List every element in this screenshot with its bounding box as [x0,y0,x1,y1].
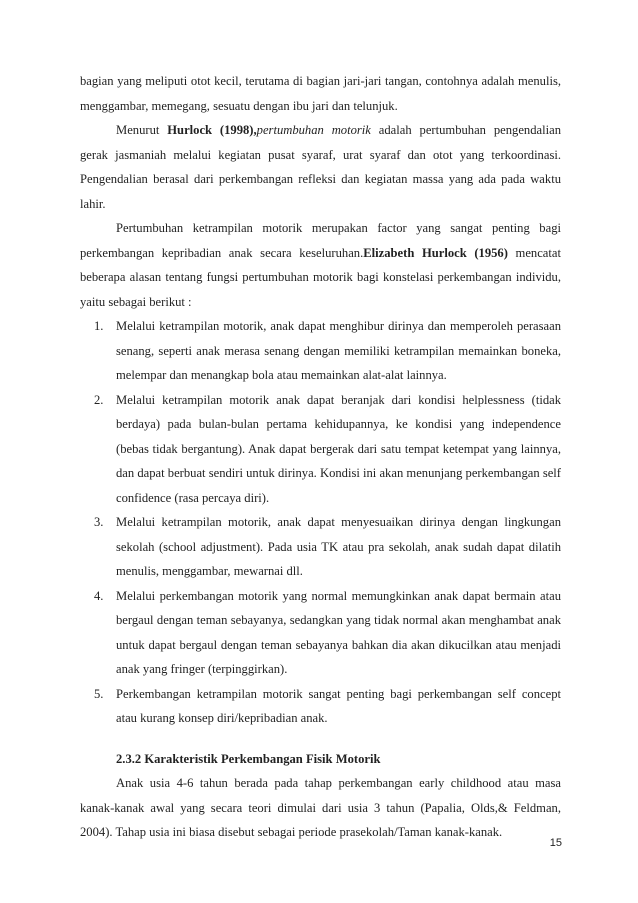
list-item-text: Melalui ketrampilan motorik, anak dapat menghibur dirinya dan memperoleh perasaan senang, seperti anak merasa senang dengan memiliki ketrampilan memainkan boneka, melempar dan menangkap bola atau memainkan alat-alat lainnya. [116,319,561,382]
body-text [80,69,561,845]
list-item-number: 3. [94,515,104,529]
paragraph-4: Anak usia 4-6 tahun berada pada tahap perkembangan early childhood atau masa kanak-kanak awal yang secara teori dimulai dari usia 3 tahun (Papalia, Olds,& Feldman, 2004). Tahap usia ini biasa disebut sebagai periode prasekolah/Taman kanak-kanak. [80,776,561,839]
list-item [94,584,561,682]
list-item-number: 5. [94,686,104,701]
list-item-text: Melalui perkembangan motorik yang normal memungkinkan anak dapat bermain atau bergaul dengan teman sebayanya, sedangkan yang tidak normal akan menghambat anak untuk dapat bergaul dengan teman sebayanya bahkan dia akan dikucilkan atau menjadi anak yang fringer (terpinggirkan). [116,588,561,676]
list-item [94,510,561,584]
list-item [94,388,561,511]
list-item-number: 1. [94,319,104,333]
list-item-number: 4. [94,588,104,603]
section-heading: 2.3.2 Karakteristik Perkembangan Fisik Motorik [116,751,381,766]
paragraph-1: bagian yang meliputi otot kecil, terutama di bagian jari-jari tangan, contohnya adalah menulis, menggambar, memegang, sesuatu dengan ibu jari dan telunjuk. [80,74,561,113]
list-item-text: Melalui ketrampilan motorik, anak dapat menyesuaikan dirinya dengan lingkungan sekolah (school adjustment). Pada usia TK atau pra sekolah, anak sudah dapat dilatih menulis, menggambar, mewarnai dll. [116,515,561,578]
page-number: 15 [549,837,562,849]
list-item-text: Perkembangan ketrampilan motorik sangat penting bagi perkembangan self concept atau kurang konsep diri/kepribadian anak. [116,686,561,725]
citation-hurlock-1956: Elizabeth Hurlock (1956) [363,245,508,260]
list-item [94,314,561,388]
paragraph-3 [80,216,561,314]
citation-hurlock-1998: Hurlock (1998), [167,123,257,137]
paragraph-2 [80,118,561,216]
list-item [94,682,561,731]
list-item-number: 2. [94,392,104,407]
term-pertumbuhan-motorik: pertumbuhan motorik [256,123,371,137]
list-item-text: Melalui ketrampilan motorik anak dapat beranjak dari kondisi helplessness (tidak berdaya) pada bulan-bulan pertama kehidupannya, ke kondisi yang independence (bebas tidak bergantung). Anak dapat bergerak dari satu tempat ketempat yang lainnya, dan dapat berbuat sendiri untuk dirinya. Kondisi ini akan menunjang perkembangan self confidence (rasa percaya diri). [116,392,561,505]
reasons-list [80,314,561,731]
paragraph-3-body: mencatat beberapa alasan tentang fungsi pertumbuhan motorik bagi konstelasi perkembangan individu, yaitu sebagai berikut : [80,245,561,309]
paragraph-2-body: adalah pertumbuhan pengendalian gerak jasmaniah melalui kegiatan pusat syaraf, urat syaraf dan otot yang terkoordinasi. Pengendalian berasal dari perkembangan refleksi dan kegiatan massa yang ada pada waktu lahir. [80,123,561,211]
paragraph-3-lead: Pertumbuhan ketrampilan motorik merupakan factor yang sangat penting bagi perkembangan kepribadian anak secara keseluruhan. [80,221,561,260]
paragraph-2-lead: Menurut [116,123,168,137]
